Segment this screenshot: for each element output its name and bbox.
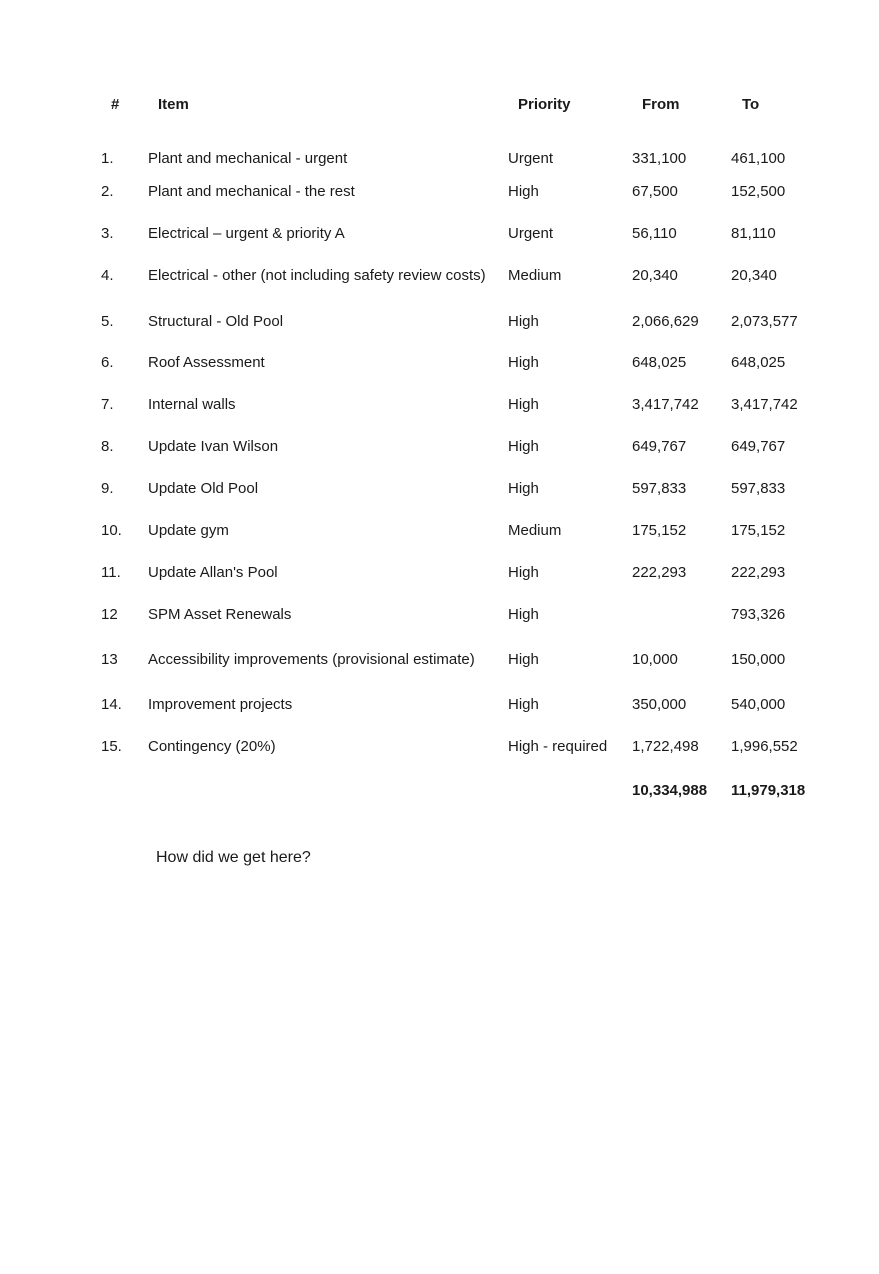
header-to: To [742, 96, 760, 113]
row-from: 1,722,498 [632, 738, 699, 755]
row-from: 56,110 [632, 225, 677, 242]
total-from: 10,334,988 [632, 782, 708, 799]
row-priority: Urgent [508, 150, 554, 167]
row-number: 7. [101, 396, 114, 413]
row-item: Update Allan's Pool [148, 564, 278, 581]
row-item: Accessibility improvements (provisional estimate) [148, 651, 475, 668]
row-priority: High [508, 183, 539, 200]
row-item: Plant and mechanical - the rest [148, 183, 355, 200]
row-number: 11. [101, 564, 121, 581]
row-to: 649,767 [731, 438, 786, 455]
row-priority: Medium [508, 267, 562, 284]
row-priority: Medium [508, 522, 562, 539]
row-number: 9. [101, 480, 114, 497]
row-from: 222,293 [632, 564, 687, 581]
row-item: Electrical - other (not including safety review costs) [148, 267, 486, 284]
row-priority: High [508, 606, 539, 623]
row-from: 10,000 [632, 651, 678, 668]
row-number: 1. [101, 150, 114, 167]
row-priority: High [508, 564, 539, 581]
row-to: 222,293 [731, 564, 786, 581]
total-to: 11,979,318 [731, 782, 806, 799]
row-from: 331,100 [632, 150, 687, 167]
row-priority: High [508, 651, 539, 668]
row-item: Roof Assessment [148, 354, 265, 371]
header-num: # [111, 96, 120, 113]
row-to: 152,500 [731, 183, 786, 200]
row-item: Update Old Pool [148, 480, 259, 497]
row-priority: High [508, 480, 539, 497]
row-priority: High [508, 438, 539, 455]
row-priority: High [508, 396, 539, 413]
row-number: 10. [101, 522, 122, 539]
row-to: 597,833 [731, 480, 786, 497]
row-number: 15. [101, 738, 122, 755]
row-number: 6. [101, 354, 114, 371]
row-to: 150,000 [731, 651, 786, 668]
row-priority: High [508, 354, 539, 371]
header-from: From [642, 96, 680, 113]
row-to: 1,996,552 [731, 738, 798, 755]
row-to: 648,025 [731, 354, 786, 371]
row-to: 175,152 [731, 522, 786, 539]
row-from: 649,767 [632, 438, 687, 455]
row-number: 3. [101, 225, 114, 242]
row-item: Improvement projects [148, 696, 293, 713]
row-from: 597,833 [632, 480, 687, 497]
row-to: 3,417,742 [731, 396, 798, 413]
row-item: SPM Asset Renewals [148, 606, 292, 623]
row-from: 648,025 [632, 354, 687, 371]
row-number: 13 [101, 651, 118, 668]
row-number: 4. [101, 267, 114, 284]
row-number: 2. [101, 183, 114, 200]
row-from: 2,066,629 [632, 313, 699, 330]
header-priority: Priority [518, 96, 571, 113]
row-priority: High - required [508, 738, 608, 755]
row-from: 350,000 [632, 696, 687, 713]
row-to: 540,000 [731, 696, 786, 713]
row-to: 793,326 [731, 606, 786, 623]
question-text: How did we get here? [156, 849, 311, 866]
row-from: 3,417,742 [632, 396, 699, 413]
row-item: Contingency (20%) [148, 738, 276, 755]
row-number: 5. [101, 313, 114, 330]
row-item: Electrical – urgent & priority A [148, 225, 345, 242]
row-from: 175,152 [632, 522, 687, 539]
row-number: 14. [101, 696, 122, 713]
row-item: Update Ivan Wilson [148, 438, 279, 455]
row-from: 67,500 [632, 183, 678, 200]
row-to: 461,100 [731, 150, 786, 167]
row-to: 2,073,577 [731, 313, 798, 330]
row-priority: High [508, 696, 539, 713]
row-number: 8. [101, 438, 114, 455]
row-priority: Urgent [508, 225, 554, 242]
row-item: Internal walls [148, 396, 236, 413]
row-to: 20,340 [731, 267, 777, 284]
row-item: Update gym [148, 522, 229, 539]
row-to: 81,110 [731, 225, 776, 242]
row-item: Structural - Old Pool [148, 313, 284, 330]
row-from: 20,340 [632, 267, 678, 284]
row-number: 12 [101, 606, 118, 623]
header-item: Item [158, 96, 189, 113]
row-item: Plant and mechanical - urgent [148, 150, 348, 167]
row-priority: High [508, 313, 539, 330]
